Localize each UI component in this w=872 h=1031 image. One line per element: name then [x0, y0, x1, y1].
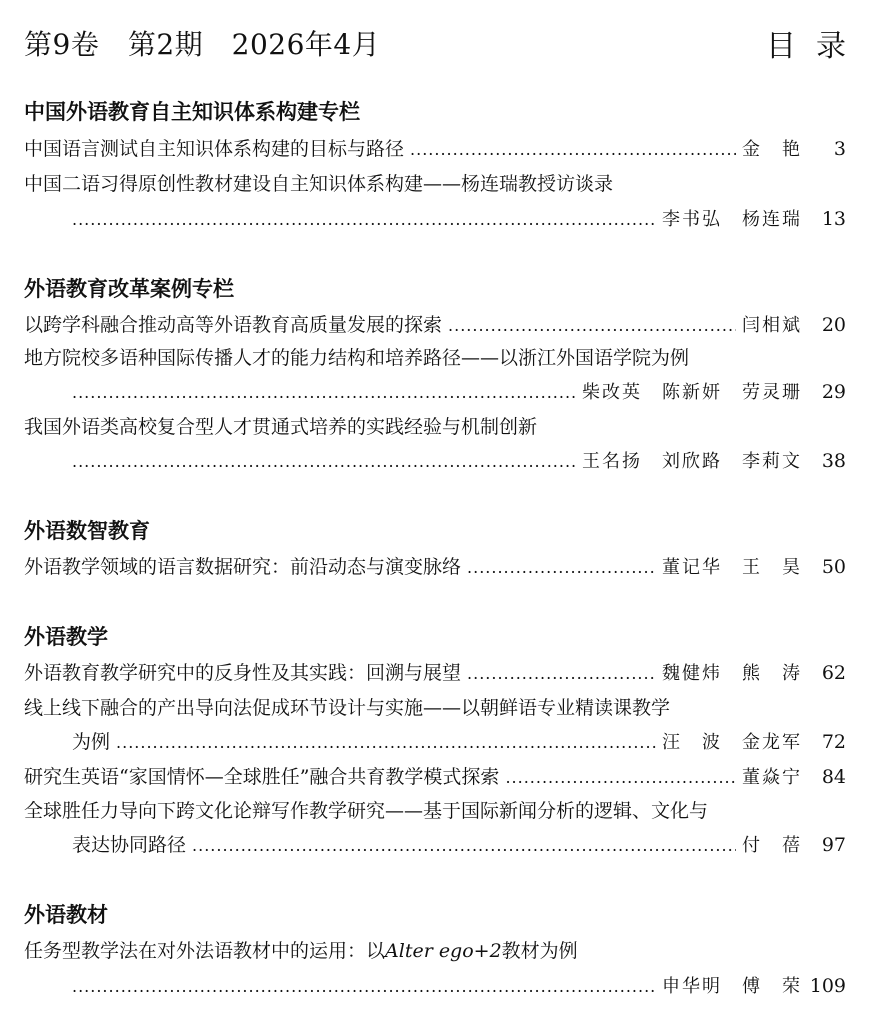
toc-entry-continuation[interactable] [72, 726, 846, 758]
entry-title-pre: 任务型教学法在对外法语教材中的运用：以 [24, 940, 386, 962]
entry-title: 地方院校多语种国际传播人才的能力结构和培养路径——以浙江外国语学院为例 [24, 347, 690, 369]
dot-leader [116, 727, 656, 759]
entry-page: 62 [821, 662, 846, 684]
entry-title-post: 教材为例 [501, 940, 578, 962]
toc-entry[interactable] [24, 935, 846, 967]
dot-leader [72, 377, 576, 409]
section-title: 外语教育改革案例专栏 [24, 277, 234, 301]
entry-authors: 董焱宁 [742, 767, 802, 788]
toc-entry-continuation[interactable] [72, 376, 846, 408]
entry-title: 全球胜任力导向下跨文化论辩写作教学研究——基于国际新闻分析的逻辑、文化与 [24, 800, 709, 822]
toc-entry[interactable] [24, 342, 846, 374]
entry-title [24, 935, 578, 967]
toc-entry-continuation[interactable] [72, 970, 846, 1002]
entry-page: 3 [833, 138, 846, 160]
entry-title: 外语教育教学研究中的反身性及其实践：回溯与展望 [24, 662, 462, 684]
dot-leader [505, 762, 736, 794]
entry-page: 72 [821, 731, 846, 753]
section-title: 外语教学 [24, 625, 108, 649]
toc-entry[interactable] [24, 657, 846, 689]
entry-page: 29 [821, 381, 846, 403]
dot-leader [448, 310, 736, 342]
entry-title: 以跨学科融合推动高等外语教育高质量发展的探索 [24, 314, 443, 336]
toc-entry-continuation[interactable] [72, 203, 846, 235]
entry-page: 13 [821, 208, 846, 230]
toc-entry[interactable] [24, 761, 846, 793]
entry-title: 我国外语类高校复合型人才贯通式培养的实践经验与机制创新 [24, 416, 538, 438]
entry-title-italic: Alter ego+2 [385, 940, 502, 962]
section-title: 外语数智教育 [24, 519, 150, 543]
section-title: 外语教材 [24, 903, 108, 927]
section-title: 中国外语教育自主知识体系构建专栏 [24, 100, 360, 124]
entry-authors: 王名扬 刘欣路 李莉文 [582, 451, 802, 472]
entry-title: 线上线下融合的产出导向法促成环节设计与实施——以朝鲜语专业精读课教学 [24, 697, 671, 719]
dot-leader [72, 446, 576, 478]
toc-entry[interactable] [24, 309, 846, 341]
toc-entry-continuation[interactable] [72, 829, 846, 861]
entry-page: 84 [821, 766, 846, 788]
dot-leader [72, 971, 656, 1003]
dot-leader [410, 134, 736, 166]
page-header [24, 18, 866, 68]
entry-authors: 李书弘 杨连瑞 [662, 209, 802, 230]
entry-title: 中国语言测试自主知识体系构建的目标与路径 [24, 138, 405, 160]
entry-authors: 闫相斌 [742, 315, 802, 336]
toc-entry[interactable] [24, 795, 846, 827]
entry-page: 20 [821, 314, 846, 336]
toc-entry-continuation[interactable] [72, 445, 846, 477]
entry-authors: 金 艳 [742, 139, 802, 160]
toc-entry[interactable] [24, 551, 846, 583]
toc-entry[interactable] [24, 168, 846, 200]
toc-title: 目录 [766, 29, 866, 64]
entry-authors: 柴改英 陈新妍 劳灵珊 [582, 382, 802, 403]
dot-leader [192, 830, 736, 862]
toc-entry[interactable] [24, 411, 846, 443]
entry-title: 研究生英语“家国情怀—全球胜任”融合共育教学模式探索 [24, 766, 500, 788]
entry-page: 97 [821, 834, 846, 856]
entry-page: 38 [821, 450, 846, 472]
entry-authors: 申华明 傅 荣 [662, 976, 802, 997]
entry-authors: 付 蓓 [742, 835, 802, 856]
dot-leader [467, 552, 656, 584]
entry-title-continuation: 表达协同路径 [72, 834, 187, 856]
entry-page: 109 [809, 975, 846, 997]
issue-info: 第9卷 第2期 2026年4月 [24, 28, 381, 61]
dot-leader [467, 658, 656, 690]
entry-authors: 汪 波 金龙军 [662, 732, 802, 753]
entry-page: 50 [821, 556, 846, 578]
toc-entry[interactable] [24, 133, 846, 165]
toc-entry[interactable] [24, 692, 846, 724]
entry-authors: 魏健炜 熊 涛 [662, 663, 802, 684]
entry-title: 中国二语习得原创性教材建设自主知识体系构建——杨连瑞教授访谈录 [24, 173, 614, 195]
entry-title: 外语教学领域的语言数据研究：前沿动态与演变脉络 [24, 556, 462, 578]
dot-leader [72, 204, 656, 236]
entry-authors: 董记华 王 昊 [662, 557, 802, 578]
entry-title-continuation: 为例 [72, 731, 111, 753]
